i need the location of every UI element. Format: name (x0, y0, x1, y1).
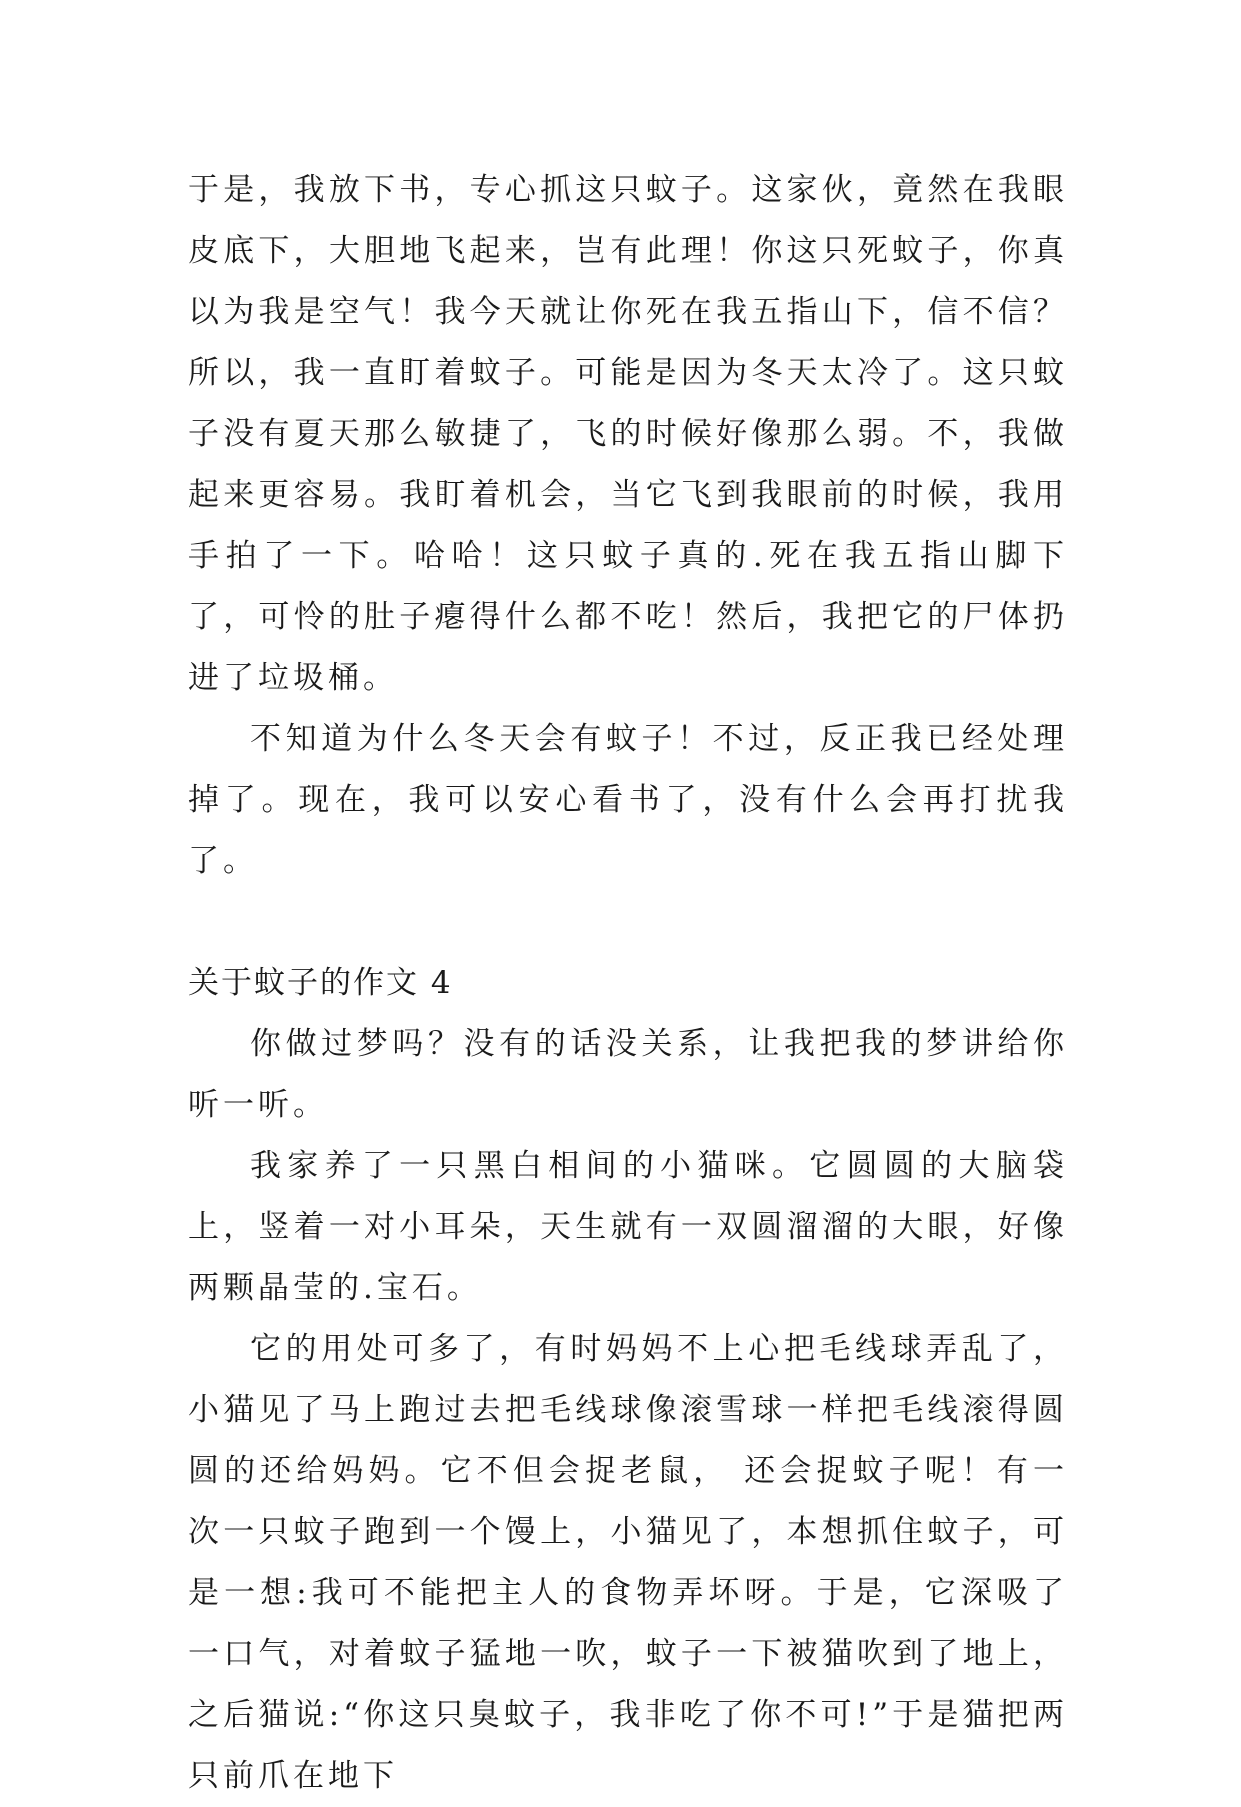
paragraph-cat-story: 它的用处可多了，有时妈妈不上心把毛线球弄乱了，小猫见了马上跑过去把毛线球像滚雪球一样把毛线滚得圆圆的还给妈妈。它不但会捉老鼠， 还会捉蚊子呢！有一次一只蚊子跑到一个馒上，小猫见了，本想抓住蚊子，可是一想:我可不能把主人的食物弄坏呀。于是，它深吸了一口气，对着蚊子猛地一吹，蚊子一下被猫吹到了地上，之后猫说:“你这只臭蚊子，我非吃了你不可!”于是猫把两只前爪在地下 (188, 1331, 1068, 1794)
paragraph-continued-text: 于是，我放下书，专心抓这只蚊子。这家伙，竟然在我眼皮底下，大胆地飞起来，岂有此理！你这只死蚊子，你真以为我是空气！我今天就让你死在我五指山下，信不信？所以，我一直盯着蚊子。可能是因为冬天太冷了。这只蚊子没有夏天那么敏捷了，飞的时候好像那么弱。不，我做起来更容易。我盯着机会，当它飞到我眼前的时候，我用手拍了一下。哈哈！这只蚊子真的.死在我五指山脚下了，可怜的肚子瘪得什么都不吃！然后，我把它的尸体扔进了垃圾桶。 (188, 172, 1068, 696)
paragraph-dream-intro: 你做过梦吗？没有的话没关系，让我把我的梦讲给你听一听。 (188, 1026, 1068, 1123)
essay-title: 关于蚊子的作文 4 (188, 965, 453, 1001)
paragraph-cat-description: 我家养了一只黑白相间的小猫咪。它圆圆的大脑袋上，竖着一对小耳朵，天生就有一双圆溜溜的大眼，好像两颗晶莹的.宝石。 (188, 1148, 1068, 1306)
section-spacer (188, 892, 1068, 953)
document-body (188, 160, 1068, 1807)
paragraph-winter-mosquito: 不知道为什么冬天会有蚊子！不过，反正我已经处理掉了。现在，我可以安心看书了，没有什么会再打扰我了。 (188, 721, 1068, 879)
